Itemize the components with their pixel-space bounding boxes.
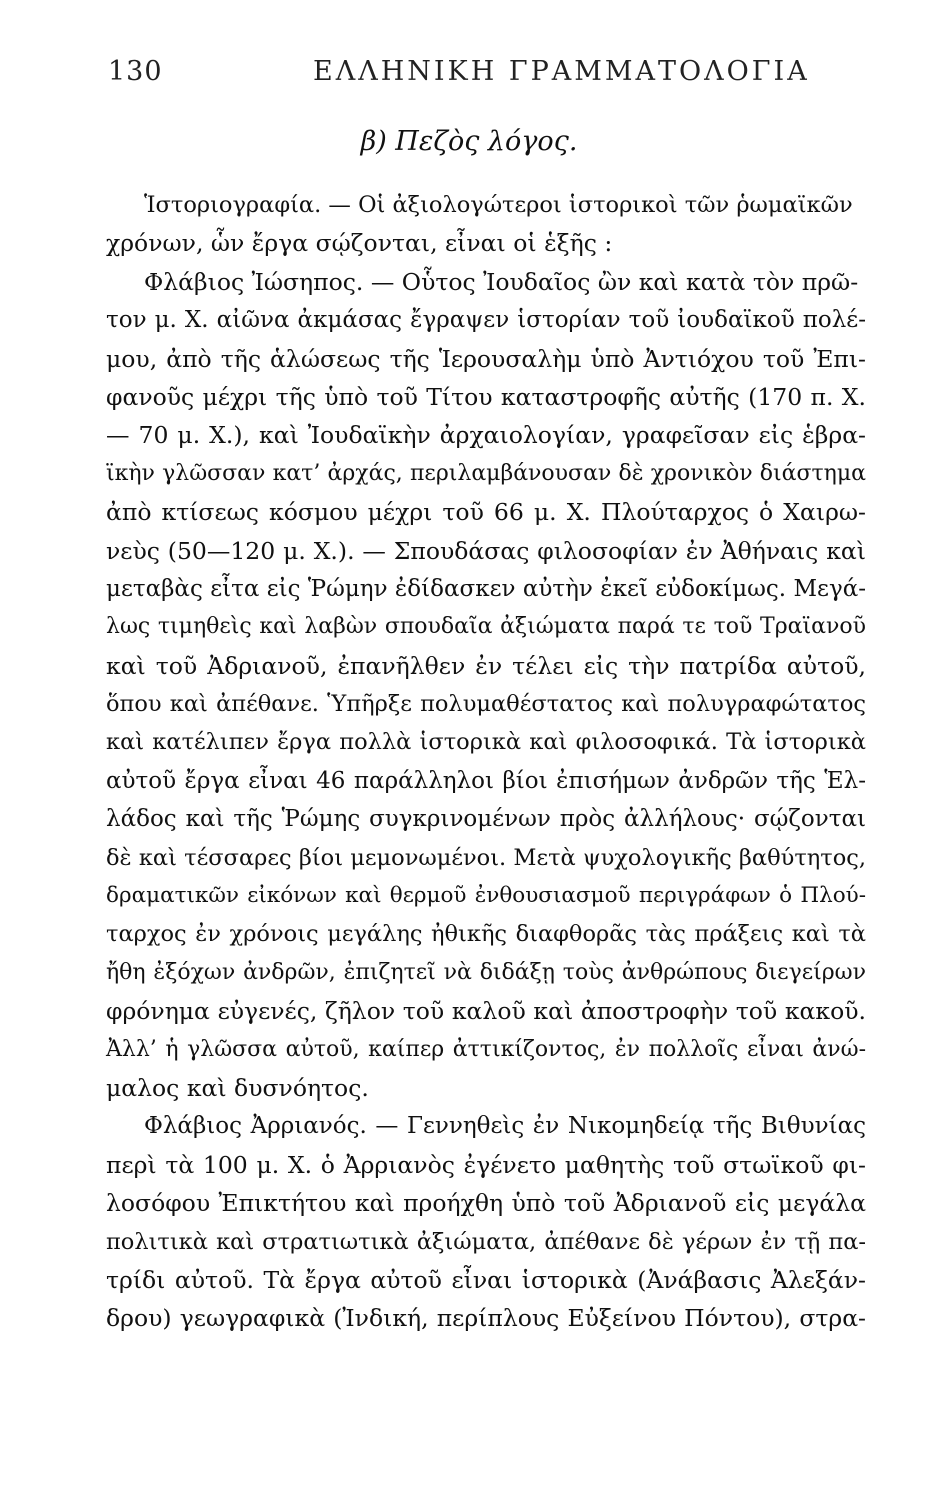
section-heading: β) Πεζὸς λόγος. bbox=[360, 126, 578, 157]
text-line: φρόνημα εὐγενές, ζῆλον τοῦ καλοῦ καὶ ἀποστροφὴν τοῦ κακοῦ. bbox=[106, 997, 866, 1026]
text-line: δραματικῶν εἰκόνων καὶ θερμοῦ ἐνθουσιασμοῦ περιγράφων ὁ Πλού- bbox=[106, 883, 866, 909]
text-line: πολιτικὰ καὶ στρατιωτικὰ ἀξιώματα, ἀπέθανε δὲ γέρων ἐν τῇ πα- bbox=[106, 1228, 866, 1255]
text-line: λοσόφου Ἐπικτήτου καὶ προήχθη ὑπὸ τοῦ Ἀδριανοῦ εἰς μεγάλα bbox=[106, 1189, 866, 1218]
text-line: ἤθη ἐξόχων ἀνδρῶν, ἐπιζητεῖ νὰ διδάξῃ τοὺς ἀνθρώπους διεγείρων bbox=[106, 959, 866, 985]
text-line: — 70 μ. Χ.), καὶ Ἰουδαϊκὴν ἀρχαιολογίαν, γραφεῖσαν εἰς ἑβρα- bbox=[106, 421, 866, 450]
text-line: δρου) γεωγραφικὰ (Ἰνδική, περίπλους Εὐξείνου Πόντου), στρα- bbox=[106, 1304, 866, 1333]
text-line: καὶ τοῦ Ἀδριανοῦ, ἐπανῆλθεν ἐν τέλει εἰς τὴν πατρίδα αὐτοῦ, bbox=[106, 651, 866, 680]
page-number: 130 bbox=[108, 56, 163, 87]
text-line: ἀπὸ κτίσεως κόσμου μέχρι τοῦ 66 μ. Χ. Πλούταρχος ὁ Χαιρω- bbox=[106, 498, 866, 527]
body-text bbox=[106, 186, 866, 1338]
text-line: λως τιμηθεὶς καὶ λαβὼν σπουδαῖα ἀξιώματα παρά τε τοῦ Τραϊανοῦ bbox=[106, 614, 866, 640]
text-line: Ἱστοριογραφία. — Οἱ ἀξιολογώτεροι ἱστορικοὶ τῶν ῥωμαϊκῶν bbox=[144, 192, 853, 218]
text-line: Φλάβιος Ἀρριανός. — Γεννηθεὶς ἐν Νικομηδείᾳ τῆς Βιθυνίας bbox=[144, 1113, 866, 1140]
text-line: Ἀλλ’ ἡ γλῶσσα αὐτοῦ, καίπερ ἀττικίζοντος, ἐν πολλοῖς εἶναι ἀνώ- bbox=[106, 1036, 866, 1062]
text-line: μεταβὰς εἶτα εἰς Ῥώμην ἐδίδασκεν αὐτὴν ἐκεῖ εὐδοκίμως. Μεγά- bbox=[106, 575, 866, 602]
text-line: μαλος καὶ δυσνόητος. bbox=[106, 1073, 369, 1102]
text-line: αὐτοῦ ἔργα εἶναι 46 παράλληλοι βίοι ἐπισήμων ἀνδρῶν τῆς Ἑλ- bbox=[106, 767, 866, 794]
text-line: ὅπου καὶ ἀπέθανε. Ὑπῆρξε πολυμαθέστατος καὶ πολυγραφώτατος bbox=[106, 691, 866, 718]
page-header bbox=[108, 56, 868, 96]
running-title: ΕΛΛΗΝΙΚΗ ΓΡΑΜΜΑΤΟΛΟΓΙΑ bbox=[313, 56, 810, 87]
text-line: καὶ κατέλιπεν ἔργα πολλὰ ἱστορικὰ καὶ φιλοσοφικά. Τὰ ἱστορικὰ bbox=[106, 729, 866, 756]
text-line: τον μ. Χ. αἰῶνα ἀκμάσας ἔγραψεν ἱστορίαν τοῦ ἰουδαϊκοῦ πολέ- bbox=[106, 307, 866, 334]
text-line: ταρχος ἐν χρόνοις μεγάλης ἠθικῆς διαφθορᾶς τὰς πράξεις καὶ τὰ bbox=[106, 921, 866, 948]
text-line: νεὺς (50—120 μ. Χ.). — Σπουδάσας φιλοσοφίαν ἐν Ἀθήναις καὶ bbox=[106, 536, 866, 565]
text-line: λάδος καὶ τῆς Ῥώμης συγκρινομένων πρὸς ἀλλήλους· σῴζονται bbox=[106, 806, 866, 833]
text-line: δὲ καὶ τέσσαρες βίοι μεμονωμένοι. Μετὰ ψυχολογικῆς βαθύτητος, bbox=[106, 844, 866, 871]
text-line: χρόνων, ὧν ἔργα σῴζονται, εἶναι οἱ ἑξῆς : bbox=[106, 229, 613, 258]
text-line: Φλάβιος Ἰώσηπος. — Οὗτος Ἰουδαῖος ὢν καὶ κατὰ τὸν πρῶ- bbox=[144, 267, 859, 296]
text-line: μου, ἀπὸ τῆς ἁλώσεως τῆς Ἱερουσαλὴμ ὑπὸ Ἀντιόχου τοῦ Ἐπι- bbox=[106, 344, 866, 373]
text-line: περὶ τὰ 100 μ. Χ. ὁ Ἀρριανὸς ἐγένετο μαθητὴς τοῦ στωϊκοῦ φι- bbox=[106, 1150, 866, 1179]
text-line: ϊκὴν γλῶσσαν κατ’ ἀρχάς, περιλαμβάνουσαν δὲ χρονικὸν διάστημα bbox=[106, 460, 866, 486]
text-line: φανοῦς μέχρι τῆς ὑπὸ τοῦ Τίτου καταστροφῆς αὐτῆς (170 π. Χ. bbox=[106, 382, 866, 411]
text-line: τρίδι αὐτοῦ. Τὰ ἔργα αὐτοῦ εἶναι ἱστορικὰ (Ἀνάβασις Ἀλεξάν- bbox=[106, 1265, 866, 1294]
